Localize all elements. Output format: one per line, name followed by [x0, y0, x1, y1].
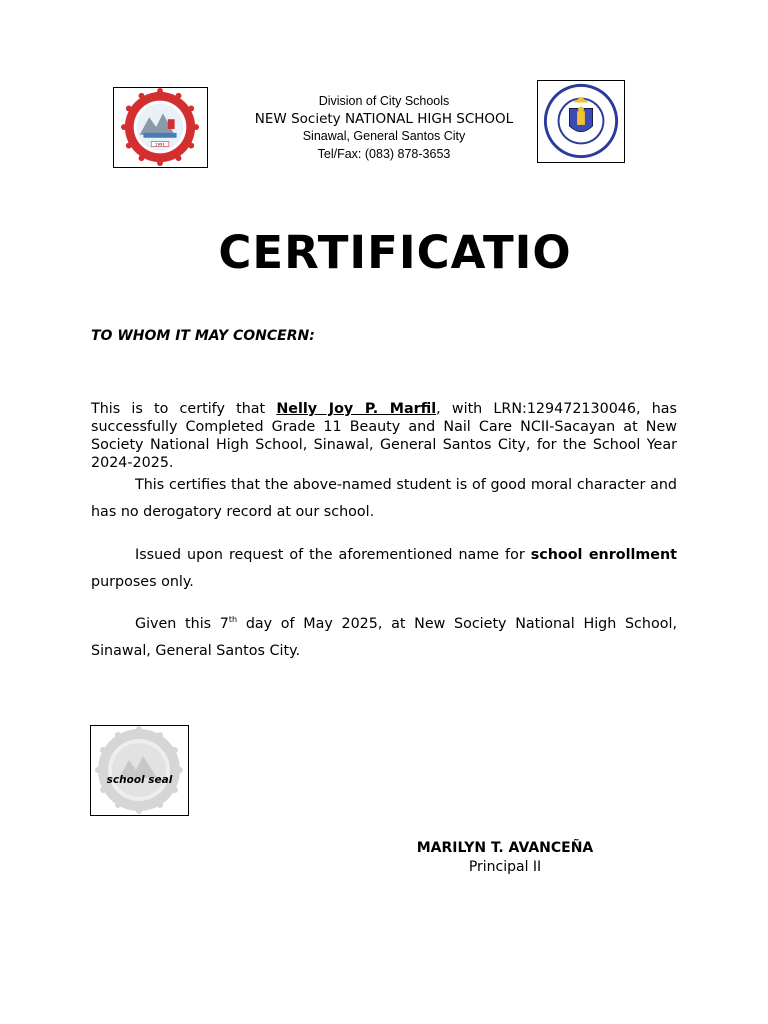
p3-pre: Issued upon request of the aforementioned name for: [135, 547, 531, 563]
p4-pre: Given this 7: [135, 616, 229, 632]
school-telfax: Tel/Fax: (083) 878-3653: [317, 146, 451, 161]
school-name: NEW Society NATIONAL HIGH SCHOOL: [254, 110, 514, 127]
given-date-paragraph: [91, 611, 677, 665]
moral-character-paragraph: This certifies that the above-named student is of good moral character and has no derogatory record at our school.: [91, 477, 677, 520]
p1-post: , with LRN:129472130046, has successfully Completed Grade 11 Beauty and Nail Care NCII-Sacayan at New Society National High School, Sinawal, General Santos City, for the School Year 2024-2025.: [91, 401, 678, 471]
salutation: TO WHOM IT MAY CONCERN:: [91, 328, 315, 344]
school-logo-icon: [114, 88, 207, 167]
signatory-block: [380, 839, 630, 877]
school-seal-box: [90, 725, 189, 816]
purpose-text: school enrollment: [530, 547, 677, 563]
document-title: CERTIFICATIO: [218, 226, 572, 279]
division-text: Division of City Schools: [318, 94, 450, 108]
school-seal-icon: [91, 726, 188, 815]
p3-post: purposes only.: [91, 574, 194, 590]
logo-year: 1991: [155, 141, 165, 147]
student-name: Nelly Joy P. Marfil: [276, 401, 437, 417]
school-seal-label: school seal: [106, 774, 173, 786]
date-suffix: th: [228, 615, 238, 625]
p1-pre: This is to certify that: [91, 401, 277, 417]
school-address: Sinawal, General Santos City: [302, 129, 466, 143]
signatory-name: MARILYN T. AVANCEÑA: [416, 840, 594, 856]
purpose-paragraph: [91, 542, 677, 596]
certification-paragraph: [91, 400, 677, 472]
signatory-position: Principal II: [468, 859, 542, 875]
school-logo: [113, 87, 208, 168]
deped-seal-icon: [538, 81, 624, 162]
p4-post: day of May 2025, at New Society National High School, Sinawal, General Santos City.: [91, 616, 677, 659]
deped-seal: [537, 80, 625, 163]
letterhead: [220, 93, 548, 163]
